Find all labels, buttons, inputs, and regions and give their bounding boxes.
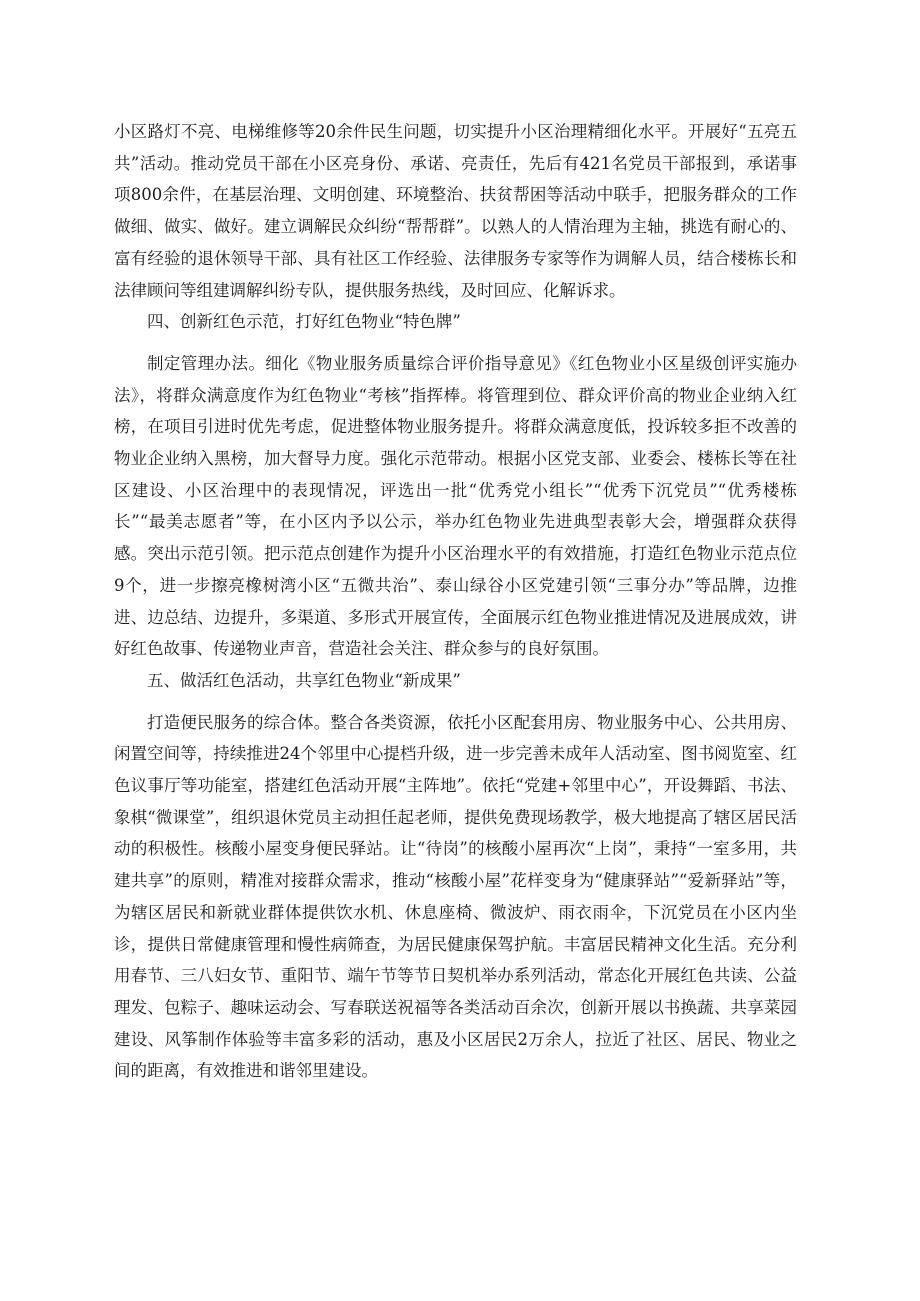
section-heading-4: 四、创新红色示范，打好红色物业“特色牌” <box>147 312 461 332</box>
document-body <box>114 116 797 1087</box>
body-paragraph-continued: 小区路灯不亮、电梯维修等20余件民生问题，切实提升小区治理精细化水平。开展好“五亮五共”活动。推动党员干部在小区亮身份、承诺、亮责任，先后有421名党员干部报到，承诺事项800余件，在基层治理、文明创建、环境整治、扶贫帮困等活动中联手，把服务群众的工作做细、做实、做好。建立调解民众纠纷“帮帮群”。以熟人的人情治理为主轴，挑选有耐心的、富有经验的退休领导干部、具有社区工作经验、法律服务专家等作为调解人员，结合楼栋长和法律顾问等组建调解纠纷专队，提供服务热线，及时回应、化解诉求。 <box>114 122 797 300</box>
body-paragraph-section-4: 制定管理办法。细化《物业服务质量综合评价指导意见》《红色物业小区星级创评实施办法》，将群众满意度作为红色物业“考核”指挥棒。将管理到位、群众评价高的物业企业纳入红榜，在项目引进时优先考虑，促进整体物业服务提升。将群众满意度低，投诉较多拒不改善的物业企业纳入黑榜，加大督导力度。强化示范带动。根据小区党支部、业委会、楼栋长等在社区建设、小区治理中的表现情况，评选出一批“优秀党小组长”“优秀下沉党员”“优秀楼栋长”“最美志愿者”等，在小区内予以公示，举办红色物业先进典型表彰大会，增强群众获得感。突出示范引领。把示范点创建作为提升小区治理水平的有效措施，打造红色物业示范点位9个，进一步擦亮橡树湾小区“五微共治”、泰山绿谷小区党建引领“三事分办”等品牌，边推进、边总结、边提升，多渠道、多形式开展宣传，全面展示红色物业推进情况及进展成效，讲好红色故事、传递物业声音，营造社会关注、群众参与的良好氛围。 <box>114 353 797 659</box>
body-paragraph-section-5: 打造便民服务的综合体。整合各类资源，依托小区配套用房、物业服务中心、公共用房、闲置空间等，持续推进24个邻里中心提档升级，进一步完善未成年人活动室、图书阅览室、红色议事厅等功能室，搭建红色活动开展“主阵地”。依托“党建+邻里中心”，开设舞蹈、书法、象棋“微课堂”，组织退休党员主动担任起老师，提供免费现场教学，极大地提高了辖区居民活动的积极性。核酸小屋变身便民驿站。让“待岗”的核酸小屋再次“上岗”，秉持“一室多用，共建共享”的原则，精准对接群众需求，推动“核酸小屋”花样变身为“健康驿站”“爱新驿站”等，为辖区居民和新就业群体提供饮水机、休息座椅、微波炉、雨衣雨伞，下沉党员在小区内坐诊，提供日常健康管理和慢性病筛查，为居民健康保驾护航。丰富居民精神文化生活。充分利用春节、三八妇女节、重阳节、端午节等节日契机举办系列活动，常态化开展红色共读、公益理发、包粽子、趣味运动会、写春联送祝福等各类活动百余次，创新开展以书换蔬、共享菜园建设、风筝制作体验等丰富多彩的活动，惠及小区居民2万余人，拉近了社区、居民、物业之间的距离，有效推进和谐邻里建设。 <box>114 712 797 1081</box>
section-heading-5: 五、做活红色活动，共享红色物业“新成果” <box>147 670 461 690</box>
